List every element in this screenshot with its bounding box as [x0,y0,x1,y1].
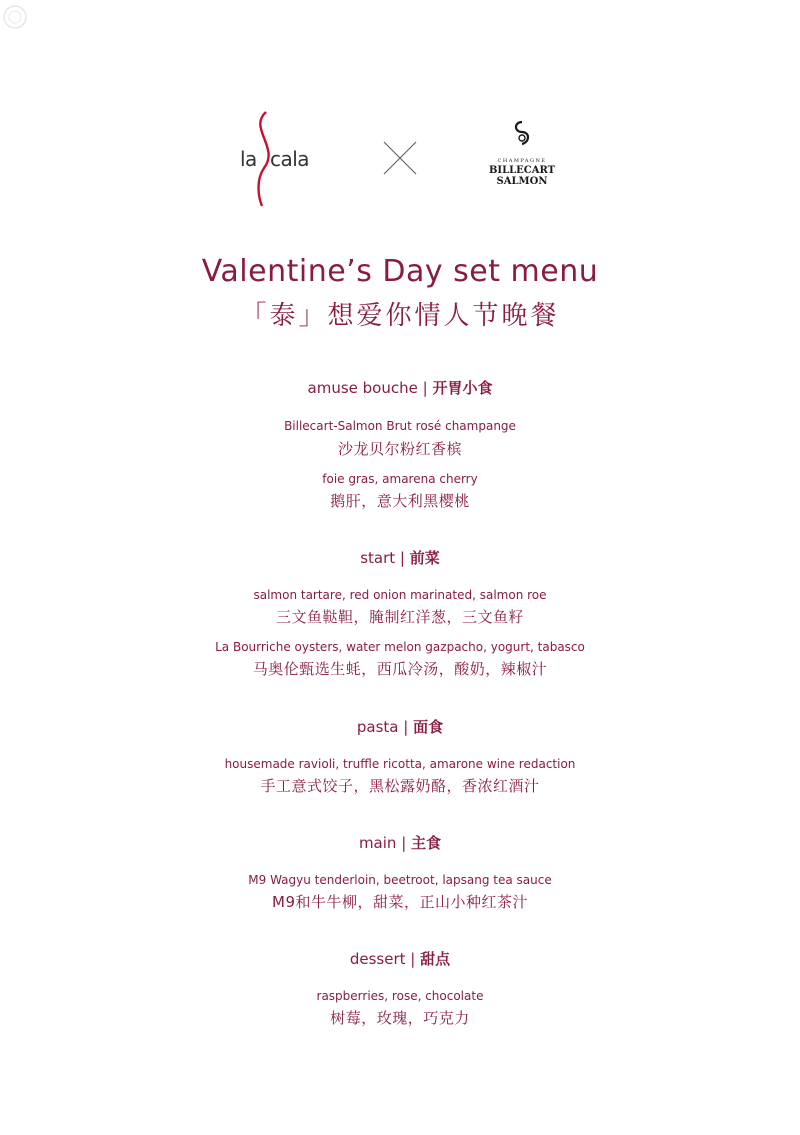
course-heading-cn: 开胃小食 [432,379,493,397]
course-heading-amuse-bouche [0,377,800,398]
svg-text:cala: cala [270,147,310,171]
course-heading-separator: | [401,834,407,852]
course-heading-dessert [0,948,800,969]
course-heading-cn: 甜点 [420,950,451,968]
course-heading-en: main [358,834,397,852]
course-heading-en: dessert [349,950,406,968]
dish-en: Billecart-Salmon Brut rosé champange [284,419,516,433]
dish-en: salmon tartare, red onion marinated, salmon roe [253,588,547,602]
corner-emblem-icon [2,4,28,30]
course-heading-cn: 主食 [411,834,442,852]
course-heading-cn: 面食 [413,718,444,736]
billecart-salmon-wordmark [484,158,560,187]
dish-cn: 树莓，玫瑰，巧克力 [330,1009,470,1027]
dish-en: housemade ravioli, truffle ricotta, amarone wine redaction [224,757,576,771]
course-heading-en: amuse bouche [307,379,418,397]
menu-title: Valentine’s Day set menu [201,254,599,289]
course-heading-cn: 前菜 [409,549,440,567]
dish-cn: M9和牛牛柳，甜菜，正山小种红茶汁 [272,893,528,911]
dish-cn: 鹅肝，意大利黑樱桃 [330,492,470,510]
la-scala-logo [236,108,316,208]
dish-cn: 手工意式饺子，黑松露奶酪，香浓红酒汁 [260,777,540,795]
dish-en: raspberries, rose, chocolate [316,989,484,1003]
logo-row [0,108,800,208]
partner-name-line1: BILLECART [488,165,556,176]
svg-text:la: la [240,147,257,171]
dish-en: foie gras, amarena cherry [322,472,478,486]
menu-title-chinese: 「泰」想爱你情人节晚餐 [240,301,560,331]
course-heading-separator: | [399,549,405,567]
dish-en: La Bourriche oysters, water melon gazpacho, yogurt, tabasco [215,640,585,654]
course-heading-pasta [0,716,800,737]
course-heading-separator: | [410,950,416,968]
course-heading-separator: | [422,379,428,397]
dish-en: M9 Wagyu tenderloin, beetroot, lapsang tea sauce [248,873,552,887]
collaboration-x-icon [380,138,420,178]
course-heading-main [0,832,800,853]
course-heading-separator: | [403,718,409,736]
dish-cn: 马奥伦甄选生蚝，西瓜冷汤，酸奶，辣椒汁 [252,660,548,678]
dish-cn: 沙龙贝尔粉红香槟 [337,440,462,458]
partner-name-line2: SALMON [496,176,548,187]
course-heading-en: pasta [356,718,399,736]
course-heading-en: start [360,549,396,567]
dish-cn: 三文鱼鞑靼，腌制红洋葱，三文鱼籽 [275,608,524,626]
partner-logo-caption: CHAMPAGNE [497,158,547,164]
course-heading-start [0,547,800,568]
